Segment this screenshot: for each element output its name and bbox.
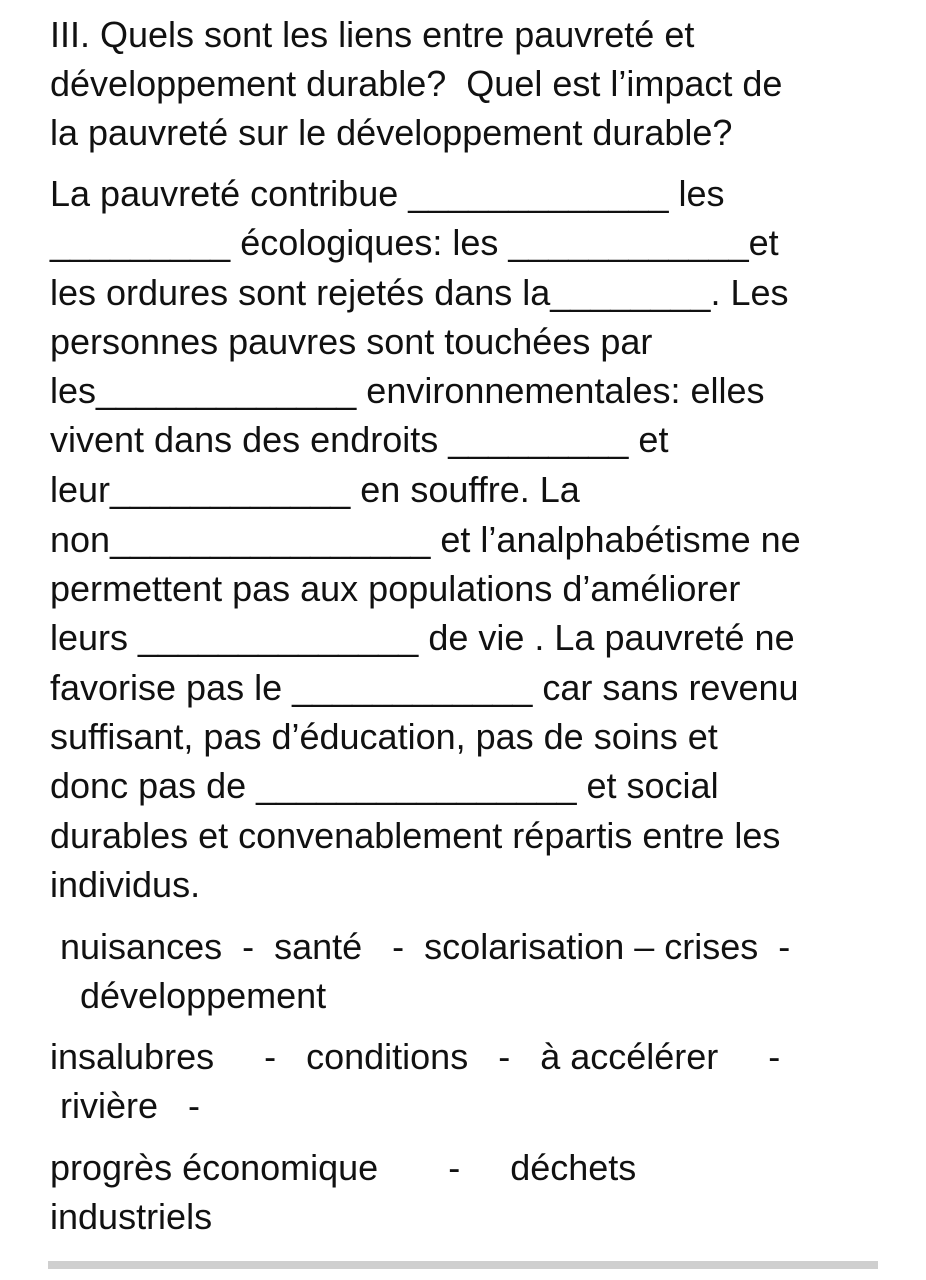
paragraph-line-9: permettent pas aux populations d’améliorer — [50, 568, 741, 609]
question-line-1: III. Quels sont les liens entre pauvreté et — [50, 14, 695, 55]
paragraph-line-6: vivent dans des endroits _________ et — [50, 419, 669, 460]
paragraph-line-13: donc pas de ________________ et social — [50, 765, 719, 806]
word-bank-line-1: nuisances - santé - scolarisation – crises - — [50, 926, 791, 967]
paragraph-line-4: personnes pauvres sont touchées par — [50, 321, 653, 362]
bottom-divider — [48, 1261, 878, 1269]
paragraph-line-5: les_____________ environnementales: elles — [50, 370, 765, 411]
question-line-2: développement durable? Quel est l’impact de — [50, 63, 783, 104]
question-line-3: la pauvreté sur le développement durable? — [50, 112, 733, 153]
paragraph-line-1: La pauvreté contribue _____________ les — [50, 173, 725, 214]
word-bank-line-3: insalubres - conditions - à accélérer - — [50, 1036, 781, 1077]
paragraph-line-12: suffisant, pas d’éducation, pas de soins et — [50, 716, 718, 757]
word-bank-line-6: industriels — [50, 1196, 213, 1237]
word-bank-line-2: développement — [50, 975, 327, 1016]
paragraph-line-11: favorise pas le ____________ car sans revenu — [50, 667, 799, 708]
paragraph-line-14: durables et convenablement répartis entre les — [50, 815, 781, 856]
word-bank-line-4: rivière - — [50, 1085, 201, 1126]
paragraph-line-10: leurs ______________ de vie . La pauvreté ne — [50, 617, 795, 658]
paragraph-line-15: individus. — [50, 864, 201, 905]
word-bank-line-5: progrès économique - déchets — [50, 1147, 637, 1188]
paragraph-line-2: _________ écologiques: les ____________et — [50, 222, 779, 263]
paragraph-line-3: les ordures sont rejetés dans la________. Les — [50, 272, 789, 313]
paragraph-line-8: non________________ et l’analphabétisme ne — [50, 519, 801, 560]
paragraph-line-7: leur____________ en souffre. La — [50, 469, 580, 510]
